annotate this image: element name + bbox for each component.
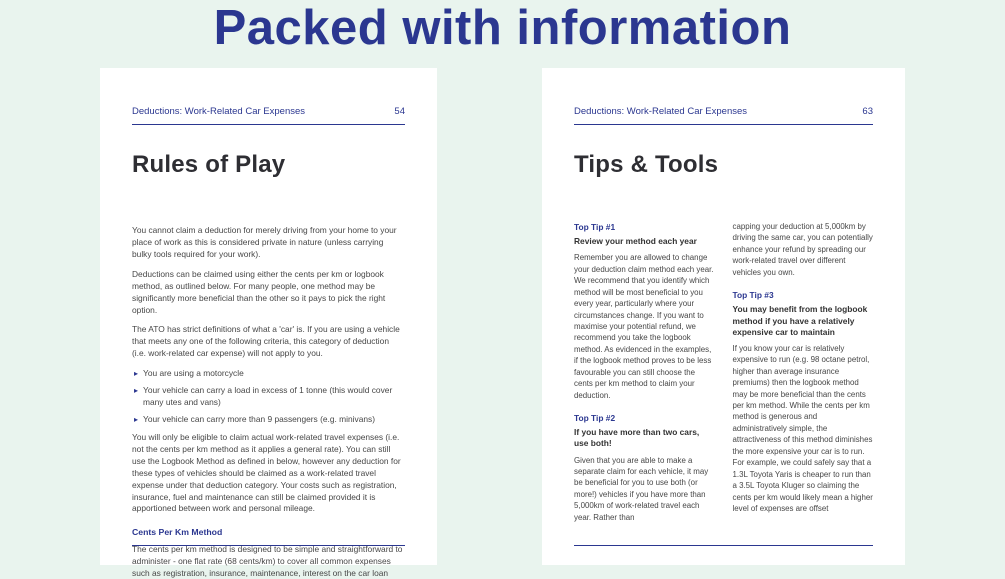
list-item-text: You are using a motorcycle	[143, 368, 244, 379]
list-item	[134, 368, 405, 380]
tip-title: Review your method each year	[574, 236, 697, 247]
column-left	[574, 221, 715, 534]
tip-title: You may benefit from the logbook method if you have a relatively expensive car to maintain	[732, 304, 868, 337]
bullet-arrow-icon: ▸	[134, 386, 139, 396]
page-header-title: Deductions: Work-Related Car Expenses	[574, 106, 748, 117]
page-number: 54	[394, 106, 405, 117]
column-right	[733, 221, 874, 534]
tip-title: If you have more than two cars, use both!	[574, 427, 700, 449]
page-header-right	[574, 106, 873, 125]
page-number: 63	[862, 106, 873, 117]
document-page-left	[100, 68, 437, 578]
page-body	[132, 225, 405, 579]
tip-label: Top Tip #1	[574, 222, 616, 232]
subsection-heading: Cents Per Km Method	[132, 527, 223, 538]
list-item	[134, 414, 405, 426]
two-column-body	[574, 221, 873, 534]
list-item-text: Your vehicle can carry a load in excess of 1 tonne (this would cover many utes and vans)	[143, 385, 393, 408]
bullet-arrow-icon: ▸	[134, 369, 139, 379]
poster-title: Packed with information	[213, 1, 792, 55]
paragraph: Deductions can be claimed using either the cents per km or logbook method, as outlined below. For many people, one method may be significantly more beneficial than the other so it pays to pick the right option.	[132, 268, 386, 315]
paragraph: You will only be eligible to claim actual work-related travel expenses (i.e. not the cents per km method as it applies a general rate). You can still use the Logbook Method as defined in below, however any deduction for these types of vehicles should be claimed as a work-related travel expense under that deduction category. Your costs such as registration, insurance, fuel and maintenance can still be claimed provided it is apportioned between work and personal mileage.	[132, 431, 401, 514]
tip-body: Remember you are allowed to change your deduction claim method each year. We recommend that you identify which method will be most beneficial to you every year, particularly where your circumstances change. If you want to maximise your potential refund, we recommend you take the logbook method. As evidenced in the examples, if the logbook method proves to be less favourable you can still choose the cents per km method to claim your deduction.	[574, 253, 714, 400]
document-page-right	[542, 68, 905, 565]
footer-rule	[574, 545, 873, 546]
tip-label: Top Tip #2	[574, 413, 616, 424]
section-heading: Tips & Tools	[574, 151, 719, 178]
tip-body: If you know your car is relatively expensive to run (e.g. 98 octane petrol, higher than average insurance premiums) then the logbook method may be more beneficial than the cents per km method. While the cents per km method is generous and administratively simple, the attractiveness of this method diminishes the more expensive your car is to run. For example, we could safely say that a 1.3L Toyota Yaris is cheaper to run than a 3.5L Toyota Kluger so claiming the cents per km would likely mean a higher level of expenses are offset	[732, 343, 873, 514]
tip-label: Top Tip #3	[732, 290, 774, 301]
paragraph: The cents per km method is designed to be simple and straightforward to administer - one flat rate (68 cents/km) to cover all common expenses such as registration, insurance, maintenance, interest on the car loan	[132, 543, 403, 578]
page-header-left	[132, 106, 405, 125]
tip-body-continuation: capping your deduction at 5,000km by driving the same car, you can potentially enhance your refund by spreading our work-related travel over different vehicles you own.	[732, 222, 873, 277]
tip-body: Given that you are able to make a separate claim for each vehicle, it may be beneficial for you to use both (or more!) vehicles if you have more than 5,000km of work-related travel each year. Rather than	[574, 455, 709, 522]
paragraph: The ATO has strict definitions of what a 'car' is. If you are using a vehicle that meets any one of the following criteria, this category of deduction (i.e. work-related car expense) will not apply to you.	[132, 324, 400, 359]
list-item-text: Your vehicle can carry more than 9 passengers (e.g. minivans)	[143, 413, 375, 424]
page-header-title: Deductions: Work-Related Car Expenses	[132, 106, 306, 117]
list-item	[134, 385, 405, 409]
section-heading: Rules of Play	[132, 151, 286, 178]
bullet-arrow-icon: ▸	[134, 414, 139, 424]
footer-rule	[132, 545, 405, 546]
paragraph: You cannot claim a deduction for merely driving from your home to your place of work as this is considered private in nature (unless carrying bulky tools required for your work).	[132, 225, 397, 259]
